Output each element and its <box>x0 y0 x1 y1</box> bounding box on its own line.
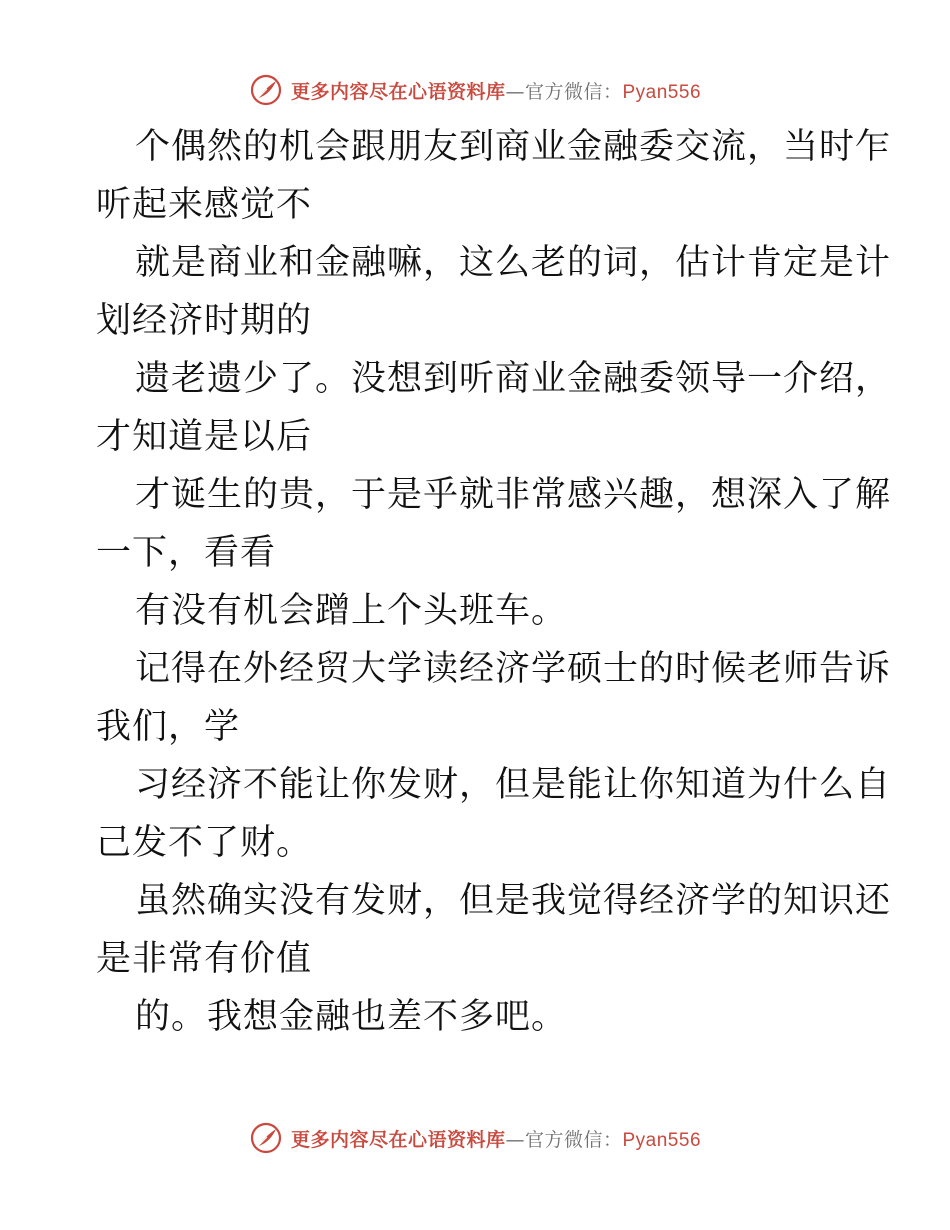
paragraph <box>0 466 950 582</box>
watermark-channel: 官方微信： <box>524 1128 623 1151</box>
watermark-dash: — <box>505 1128 525 1151</box>
paragraph-line: 有没有机会蹭上个头班车。 <box>135 591 568 631</box>
paragraph-line: 我们，学 <box>96 707 241 747</box>
paragraph-line: 才诞生的贵，于是乎就非常感兴趣，想深入了解 <box>135 475 892 515</box>
header-watermark <box>0 70 950 110</box>
paragraph-line: 才知道是以后 <box>96 417 313 457</box>
paragraph-line: 记得在外经贸大学读经济学硕士的时候老师告诉 <box>135 649 892 689</box>
paragraph-line: 就是商业和金融嘛，这么老的词，估计肯定是计 <box>135 243 892 283</box>
paragraph <box>0 872 950 988</box>
paragraph-line: 的。我想金融也差不多吧。 <box>135 997 568 1037</box>
watermark-text <box>291 1125 701 1152</box>
feather-pen-logo-icon <box>249 73 283 107</box>
paragraph-line: 划经济时期的 <box>96 301 313 341</box>
paragraph <box>0 582 950 640</box>
paragraph-line: 遗老遗少了。没想到听商业金融委领导一介绍， <box>135 359 892 399</box>
feather-pen-logo-icon <box>249 1121 283 1155</box>
watermark-dash: — <box>505 80 525 103</box>
paragraph <box>0 118 950 234</box>
paragraph-line: 一下，看看 <box>96 533 277 573</box>
paragraph <box>0 640 950 756</box>
footer-watermark <box>0 1118 950 1158</box>
paragraph-line: 听起来感觉不 <box>96 185 313 225</box>
paragraph <box>0 234 950 350</box>
paragraph-line: 是非常有价值 <box>96 939 313 979</box>
paragraph-line: 己发不了财。 <box>96 823 313 863</box>
watermark-brand: 更多内容尽在心语资料库 <box>290 80 506 103</box>
paragraph <box>0 988 950 1046</box>
paragraph <box>0 350 950 466</box>
paragraph-line: 虽然确实没有发财，但是我觉得经济学的知识还 <box>135 881 892 921</box>
paragraph-line: 个偶然的机会跟朋友到商业金融委交流，当时乍 <box>135 127 892 167</box>
watermark-wechat-id: Pyan556 <box>622 1129 702 1151</box>
watermark-text <box>291 77 701 104</box>
document-body <box>0 118 950 1046</box>
watermark-channel: 官方微信： <box>524 80 623 103</box>
paragraph-line: 习经济不能让你发财，但是能让你知道为什么自 <box>135 765 892 805</box>
watermark-wechat-id: Pyan556 <box>622 81 702 103</box>
watermark-brand: 更多内容尽在心语资料库 <box>290 1128 506 1151</box>
paragraph <box>0 756 950 872</box>
